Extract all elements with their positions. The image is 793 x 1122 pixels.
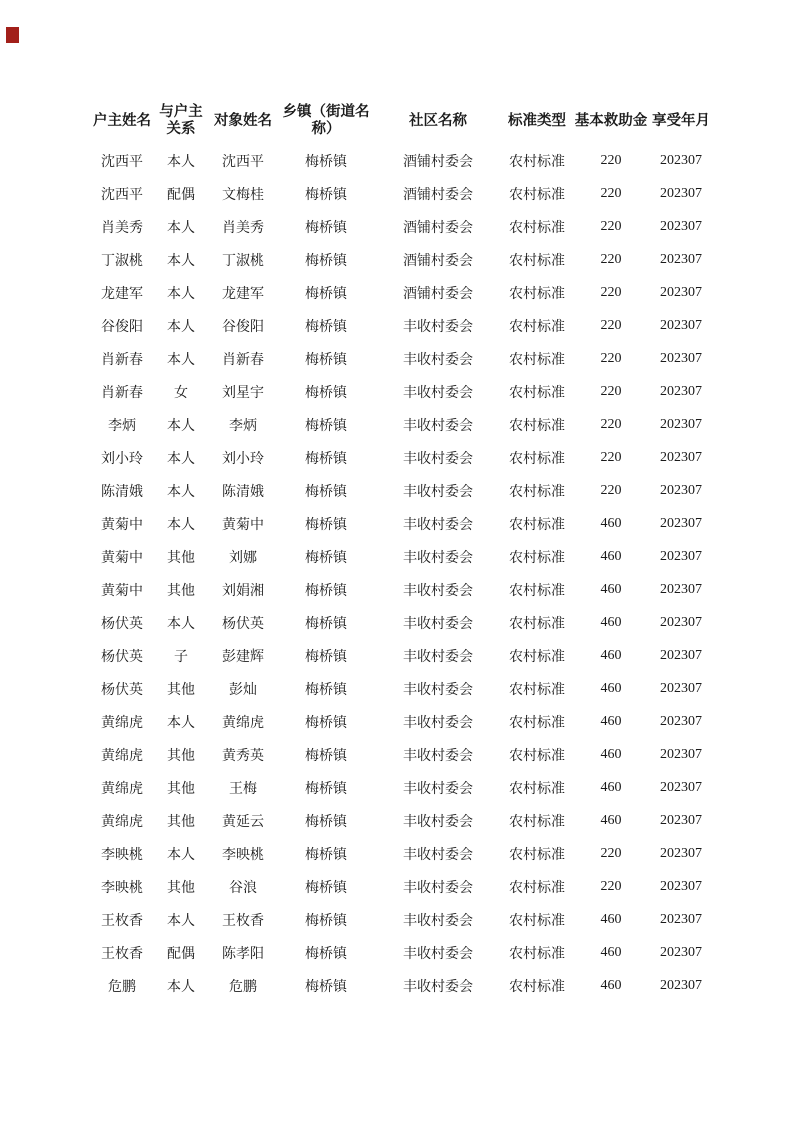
cell-township_street: 梅桥镇: [305, 583, 347, 599]
cell-township_street: 梅桥镇: [305, 550, 347, 566]
cell-householder_name: 肖新春: [101, 385, 143, 401]
cell-community_name: 酒铺村委会: [403, 286, 473, 302]
cell-community_name: 丰收村委会: [403, 748, 473, 764]
cell-relation_to_householder: 子: [174, 649, 188, 665]
cell-relation_to_householder: 本人: [167, 418, 195, 434]
cell-standard_type: 农村标准: [509, 715, 565, 731]
cell-benefit_period: 202307: [660, 548, 702, 564]
cell-householder_name: 黄菊中: [101, 550, 143, 566]
cell-basic_aid_amount: 220: [600, 152, 622, 168]
cell-relation_to_householder: 本人: [167, 517, 195, 533]
cell-community_name: 丰收村委会: [403, 847, 473, 863]
table-row: [90, 408, 712, 441]
cell-householder_name: 黄绵虎: [101, 781, 143, 797]
cell-basic_aid_amount: 220: [600, 218, 622, 234]
cell-standard_type: 农村标准: [509, 682, 565, 698]
table-row: [90, 771, 712, 804]
cell-person_name: 彭灿: [229, 682, 257, 698]
cell-basic_aid_amount: 220: [600, 449, 622, 465]
cell-relation_to_householder: 本人: [167, 286, 195, 302]
cell-township_street: 梅桥镇: [305, 286, 347, 302]
cell-relation_to_householder: 本人: [167, 847, 195, 863]
cell-benefit_period: 202307: [660, 284, 702, 300]
cell-township_street: 梅桥镇: [305, 352, 347, 368]
cell-community_name: 丰收村委会: [403, 418, 473, 434]
cell-relation_to_householder: 女: [174, 385, 188, 401]
cell-township_street: 梅桥镇: [305, 451, 347, 467]
cell-benefit_period: 202307: [660, 185, 702, 201]
cell-standard_type: 农村标准: [509, 847, 565, 863]
cell-basic_aid_amount: 220: [600, 482, 622, 498]
cell-benefit_period: 202307: [660, 317, 702, 333]
table-row: [90, 837, 712, 870]
cell-person_name: 肖新春: [222, 352, 264, 368]
cell-relation_to_householder: 其他: [167, 550, 195, 566]
cell-person_name: 危鹏: [229, 979, 257, 995]
cell-community_name: 丰收村委会: [403, 946, 473, 962]
cell-benefit_period: 202307: [660, 251, 702, 267]
cell-basic_aid_amount: 220: [600, 350, 622, 366]
cell-householder_name: 沈西平: [101, 187, 143, 203]
cell-community_name: 丰收村委会: [403, 682, 473, 698]
cell-person_name: 杨伏英: [222, 616, 264, 632]
cell-householder_name: 李映桃: [101, 880, 143, 896]
cell-basic_aid_amount: 460: [600, 647, 622, 663]
cell-community_name: 丰收村委会: [403, 385, 473, 401]
cell-township_street: 梅桥镇: [305, 946, 347, 962]
cell-basic_aid_amount: 460: [600, 911, 622, 927]
cell-benefit_period: 202307: [660, 449, 702, 465]
cell-householder_name: 杨伏英: [101, 649, 143, 665]
cell-standard_type: 农村标准: [509, 352, 565, 368]
cell-person_name: 丁淑桃: [222, 253, 264, 269]
cell-person_name: 黄延云: [222, 814, 264, 830]
cell-basic_aid_amount: 220: [600, 317, 622, 333]
cell-standard_type: 农村标准: [509, 946, 565, 962]
cell-person_name: 黄菊中: [222, 517, 264, 533]
cell-benefit_period: 202307: [660, 614, 702, 630]
col-header-benefit-period: 享受年月: [652, 112, 710, 129]
cell-community_name: 丰收村委会: [403, 484, 473, 500]
cell-community_name: 丰收村委会: [403, 517, 473, 533]
cell-community_name: 丰收村委会: [403, 352, 473, 368]
cell-householder_name: 刘小玲: [101, 451, 143, 467]
cell-community_name: 丰收村委会: [403, 550, 473, 566]
table-row: [90, 342, 712, 375]
cell-relation_to_householder: 本人: [167, 913, 195, 929]
cell-relation_to_householder: 其他: [167, 748, 195, 764]
table-row: [90, 804, 712, 837]
cell-householder_name: 黄绵虎: [101, 748, 143, 764]
cell-benefit_period: 202307: [660, 647, 702, 663]
cell-standard_type: 农村标准: [509, 418, 565, 434]
cell-person_name: 刘娜: [229, 550, 257, 566]
cell-relation_to_householder: 本人: [167, 451, 195, 467]
cell-township_street: 梅桥镇: [305, 880, 347, 896]
cell-community_name: 丰收村委会: [403, 616, 473, 632]
cell-householder_name: 陈清娥: [101, 484, 143, 500]
cell-benefit_period: 202307: [660, 944, 702, 960]
cell-relation_to_householder: 其他: [167, 682, 195, 698]
cell-householder_name: 李映桃: [101, 847, 143, 863]
cell-community_name: 丰收村委会: [403, 649, 473, 665]
cell-township_street: 梅桥镇: [305, 715, 347, 731]
cell-householder_name: 危鹏: [108, 979, 136, 995]
cell-community_name: 酒铺村委会: [403, 187, 473, 203]
cell-basic_aid_amount: 460: [600, 746, 622, 762]
cell-standard_type: 农村标准: [509, 253, 565, 269]
cell-community_name: 丰收村委会: [403, 814, 473, 830]
cell-householder_name: 黄绵虎: [101, 814, 143, 830]
table-row: [90, 936, 712, 969]
cell-benefit_period: 202307: [660, 746, 702, 762]
cell-householder_name: 王枚香: [101, 946, 143, 962]
cell-householder_name: 黄绵虎: [101, 715, 143, 731]
cell-person_name: 李炳: [229, 418, 257, 434]
cell-standard_type: 农村标准: [509, 286, 565, 302]
cell-relation_to_householder: 其他: [167, 880, 195, 896]
table-row: [90, 243, 712, 276]
cell-benefit_period: 202307: [660, 482, 702, 498]
cell-basic_aid_amount: 220: [600, 251, 622, 267]
cell-householder_name: 龙建军: [101, 286, 143, 302]
cell-benefit_period: 202307: [660, 350, 702, 366]
cell-householder_name: 李炳: [108, 418, 136, 434]
cell-community_name: 丰收村委会: [403, 319, 473, 335]
table-row: [90, 705, 712, 738]
cell-standard_type: 农村标准: [509, 748, 565, 764]
cell-benefit_period: 202307: [660, 713, 702, 729]
cell-relation_to_householder: 本人: [167, 220, 195, 236]
cell-relation_to_householder: 本人: [167, 484, 195, 500]
red-corner-mark: [6, 27, 19, 43]
cell-relation_to_householder: 本人: [167, 715, 195, 731]
cell-relation_to_householder: 配偶: [167, 187, 195, 203]
cell-householder_name: 丁淑桃: [101, 253, 143, 269]
col-header-person-name: 对象姓名: [214, 112, 272, 129]
cell-standard_type: 农村标准: [509, 319, 565, 335]
cell-standard_type: 农村标准: [509, 550, 565, 566]
cell-basic_aid_amount: 220: [600, 878, 622, 894]
cell-person_name: 陈孝阳: [222, 946, 264, 962]
records-table: [90, 98, 712, 1002]
cell-basic_aid_amount: 220: [600, 845, 622, 861]
cell-township_street: 梅桥镇: [305, 748, 347, 764]
cell-householder_name: 沈西平: [101, 154, 143, 170]
cell-township_street: 梅桥镇: [305, 484, 347, 500]
col-header-standard-type: 标准类型: [508, 112, 566, 129]
cell-standard_type: 农村标准: [509, 484, 565, 500]
cell-basic_aid_amount: 460: [600, 548, 622, 564]
table-row: [90, 507, 712, 540]
cell-person_name: 黄秀英: [222, 748, 264, 764]
cell-benefit_period: 202307: [660, 812, 702, 828]
cell-person_name: 刘星宇: [222, 385, 264, 401]
cell-standard_type: 农村标准: [509, 583, 565, 599]
cell-township_street: 梅桥镇: [305, 517, 347, 533]
cell-township_street: 梅桥镇: [305, 220, 347, 236]
cell-relation_to_householder: 本人: [167, 616, 195, 632]
cell-township_street: 梅桥镇: [305, 253, 347, 269]
cell-community_name: 丰收村委会: [403, 451, 473, 467]
col-header-relation-to-householder: 与户主关系: [159, 104, 203, 137]
table-row: [90, 210, 712, 243]
cell-basic_aid_amount: 460: [600, 614, 622, 630]
col-header-householder-name: 户主姓名: [93, 112, 151, 129]
cell-township_street: 梅桥镇: [305, 814, 347, 830]
table-row: [90, 474, 712, 507]
cell-standard_type: 农村标准: [509, 814, 565, 830]
cell-relation_to_householder: 其他: [167, 781, 195, 797]
cell-basic_aid_amount: 220: [600, 383, 622, 399]
cell-benefit_period: 202307: [660, 515, 702, 531]
header-row: [90, 98, 712, 144]
table-row: [90, 177, 712, 210]
cell-community_name: 丰收村委会: [403, 583, 473, 599]
cell-person_name: 龙建军: [222, 286, 264, 302]
table-row: [90, 903, 712, 936]
cell-basic_aid_amount: 460: [600, 779, 622, 795]
table-row: [90, 639, 712, 672]
cell-person_name: 王枚香: [222, 913, 264, 929]
cell-benefit_period: 202307: [660, 218, 702, 234]
cell-standard_type: 农村标准: [509, 649, 565, 665]
col-header-basic-aid-amount: 基本救助金: [574, 112, 648, 129]
col-header-community-name: 社区名称: [409, 112, 467, 129]
table-row: [90, 375, 712, 408]
cell-township_street: 梅桥镇: [305, 385, 347, 401]
cell-benefit_period: 202307: [660, 152, 702, 168]
cell-benefit_period: 202307: [660, 779, 702, 795]
cell-basic_aid_amount: 460: [600, 977, 622, 993]
table-body: [90, 144, 712, 1002]
table-row: [90, 573, 712, 606]
cell-standard_type: 农村标准: [509, 781, 565, 797]
cell-person_name: 李映桃: [222, 847, 264, 863]
cell-basic_aid_amount: 460: [600, 581, 622, 597]
cell-person_name: 沈西平: [222, 154, 264, 170]
cell-householder_name: 黄菊中: [101, 583, 143, 599]
cell-community_name: 丰收村委会: [403, 880, 473, 896]
cell-standard_type: 农村标准: [509, 880, 565, 896]
cell-township_street: 梅桥镇: [305, 682, 347, 698]
table-row: [90, 870, 712, 903]
cell-standard_type: 农村标准: [509, 616, 565, 632]
cell-standard_type: 农村标准: [509, 451, 565, 467]
table-row: [90, 672, 712, 705]
cell-township_street: 梅桥镇: [305, 616, 347, 632]
cell-householder_name: 杨伏英: [101, 616, 143, 632]
cell-basic_aid_amount: 220: [600, 185, 622, 201]
cell-person_name: 黄绵虎: [222, 715, 264, 731]
cell-township_street: 梅桥镇: [305, 187, 347, 203]
cell-basic_aid_amount: 460: [600, 812, 622, 828]
cell-standard_type: 农村标准: [509, 385, 565, 401]
cell-person_name: 谷浪: [229, 880, 257, 896]
cell-benefit_period: 202307: [660, 845, 702, 861]
table-row: [90, 540, 712, 573]
cell-relation_to_householder: 本人: [167, 154, 195, 170]
cell-community_name: 丰收村委会: [403, 715, 473, 731]
cell-township_street: 梅桥镇: [305, 913, 347, 929]
cell-benefit_period: 202307: [660, 680, 702, 696]
cell-standard_type: 农村标准: [509, 913, 565, 929]
cell-benefit_period: 202307: [660, 911, 702, 927]
cell-township_street: 梅桥镇: [305, 781, 347, 797]
cell-township_street: 梅桥镇: [305, 649, 347, 665]
cell-householder_name: 杨伏英: [101, 682, 143, 698]
cell-basic_aid_amount: 220: [600, 284, 622, 300]
cell-benefit_period: 202307: [660, 878, 702, 894]
cell-township_street: 梅桥镇: [305, 979, 347, 995]
cell-person_name: 王梅: [229, 781, 257, 797]
cell-standard_type: 农村标准: [509, 187, 565, 203]
cell-relation_to_householder: 本人: [167, 319, 195, 335]
table-row: [90, 276, 712, 309]
cell-relation_to_householder: 其他: [167, 814, 195, 830]
cell-householder_name: 王枚香: [101, 913, 143, 929]
cell-community_name: 酒铺村委会: [403, 253, 473, 269]
cell-person_name: 肖美秀: [222, 220, 264, 236]
cell-community_name: 丰收村委会: [403, 979, 473, 995]
cell-relation_to_householder: 本人: [167, 253, 195, 269]
cell-township_street: 梅桥镇: [305, 154, 347, 170]
cell-community_name: 丰收村委会: [403, 913, 473, 929]
cell-relation_to_householder: 配偶: [167, 946, 195, 962]
cell-person_name: 陈清娥: [222, 484, 264, 500]
col-header-township-street: 乡镇（街道名称）: [282, 104, 370, 137]
cell-basic_aid_amount: 220: [600, 416, 622, 432]
table-row: [90, 738, 712, 771]
cell-relation_to_householder: 本人: [167, 352, 195, 368]
cell-basic_aid_amount: 460: [600, 944, 622, 960]
cell-householder_name: 肖新春: [101, 352, 143, 368]
cell-benefit_period: 202307: [660, 581, 702, 597]
table-row: [90, 144, 712, 177]
cell-township_street: 梅桥镇: [305, 319, 347, 335]
cell-person_name: 刘娟湘: [222, 583, 264, 599]
cell-householder_name: 黄菊中: [101, 517, 143, 533]
cell-standard_type: 农村标准: [509, 220, 565, 236]
cell-basic_aid_amount: 460: [600, 680, 622, 696]
cell-person_name: 文梅桂: [222, 187, 264, 203]
cell-benefit_period: 202307: [660, 416, 702, 432]
cell-township_street: 梅桥镇: [305, 847, 347, 863]
cell-person_name: 谷俊阳: [222, 319, 264, 335]
cell-relation_to_householder: 本人: [167, 979, 195, 995]
cell-benefit_period: 202307: [660, 977, 702, 993]
cell-relation_to_householder: 其他: [167, 583, 195, 599]
table-row: [90, 969, 712, 1002]
cell-township_street: 梅桥镇: [305, 418, 347, 434]
table-row: [90, 441, 712, 474]
cell-householder_name: 谷俊阳: [101, 319, 143, 335]
cell-community_name: 丰收村委会: [403, 781, 473, 797]
cell-person_name: 彭建辉: [222, 649, 264, 665]
cell-community_name: 酒铺村委会: [403, 220, 473, 236]
cell-basic_aid_amount: 460: [600, 713, 622, 729]
cell-standard_type: 农村标准: [509, 154, 565, 170]
cell-community_name: 酒铺村委会: [403, 154, 473, 170]
table-header: [90, 98, 712, 144]
cell-householder_name: 肖美秀: [101, 220, 143, 236]
cell-basic_aid_amount: 460: [600, 515, 622, 531]
table-row: [90, 606, 712, 639]
cell-standard_type: 农村标准: [509, 517, 565, 533]
cell-person_name: 刘小玲: [222, 451, 264, 467]
cell-standard_type: 农村标准: [509, 979, 565, 995]
cell-benefit_period: 202307: [660, 383, 702, 399]
table-row: [90, 309, 712, 342]
